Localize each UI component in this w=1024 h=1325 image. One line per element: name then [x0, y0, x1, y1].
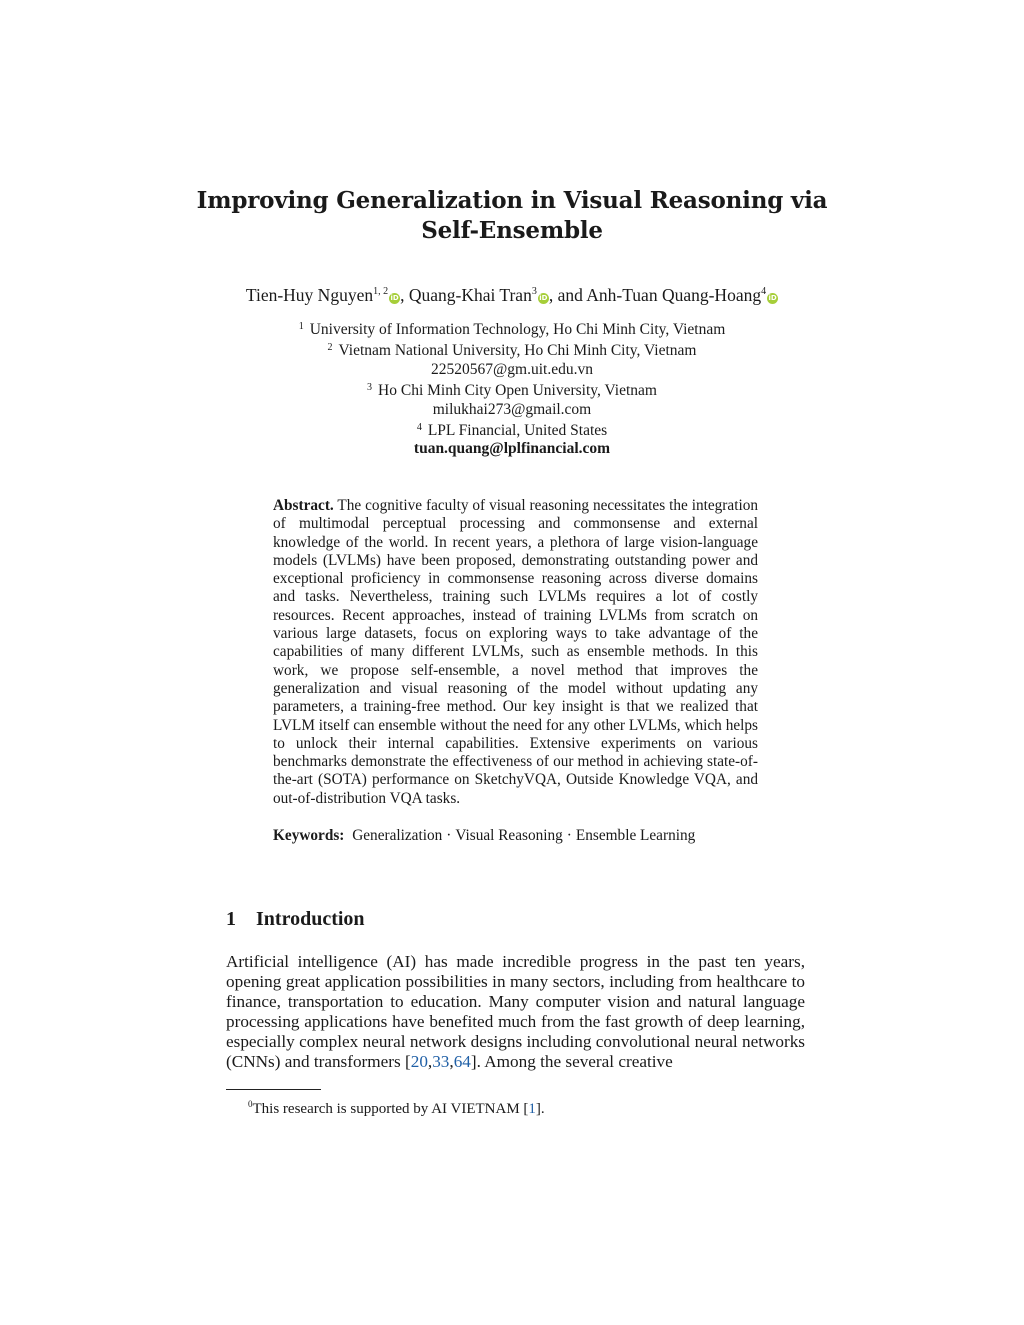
author-name: Quang-Khai Tran — [408, 285, 532, 305]
section-heading — [226, 908, 365, 931]
orcid-icon[interactable]: iD — [390, 294, 399, 302]
keywords — [273, 827, 758, 845]
footnote-text: This research is supported by AI VIETNAM [ — [252, 1101, 529, 1117]
author-affil-sup: 4 — [761, 286, 767, 297]
title-line-1: Improving Generalization in Visual Reasoning via — [196, 187, 828, 214]
affiliation-list — [150, 318, 874, 459]
citation-link[interactable]: 64 — [453, 1052, 471, 1071]
citation-link[interactable]: 33 — [432, 1052, 450, 1071]
author-name: Anh-Tuan Quang-Hoang — [586, 285, 762, 305]
abstract — [273, 497, 758, 808]
orcid-icon[interactable]: iD — [768, 294, 777, 302]
footnote-rule — [226, 1089, 321, 1090]
section-title: Introduction — [256, 908, 365, 930]
citation-link[interactable]: 1 — [528, 1101, 536, 1117]
affiliation-text: University of Information Technology, Ho Chi Minh City, Vietnam — [309, 321, 726, 338]
affiliation-text: Vietnam National University, Ho Chi Minh City, Vietnam — [338, 342, 697, 360]
affiliation — [150, 318, 874, 339]
section-number: 1 — [226, 908, 236, 930]
affiliation-number: 2 — [327, 342, 333, 354]
affiliation — [150, 419, 874, 440]
affiliation-number: 1 — [298, 321, 304, 332]
intro-text: ]. Among the several creative — [470, 1052, 673, 1071]
author-affil-sup: 3 — [531, 286, 537, 297]
author-email[interactable]: tuan.quang@lplfinancial.com — [413, 440, 611, 458]
author-affil-sup: 1, 2 — [373, 286, 389, 297]
intro-paragraph: Artificial intelligence (AI) has made incredible progress in the past ten years, opening great application possibilities in many sectors, including from healthcare to finance, transportation to education. Many computer vision and natural language processing applications have benefited much from the fast growth of deep learning, especially complex neural network designs including convolutional neural networks (CNNs) and transformers [20,33,64]. Among the several creative — [226, 952, 805, 1071]
keyword-separator: · — [446, 827, 452, 844]
author-email[interactable]: milukhai273@gmail.com — [432, 400, 592, 418]
affiliation-number: 4 — [416, 422, 422, 434]
abstract-label: Abstract. — [273, 497, 334, 514]
footnote-marker: 0 — [248, 1099, 253, 1109]
keyword: Visual Reasoning — [455, 827, 563, 844]
citation-link[interactable]: 20 — [410, 1052, 428, 1071]
author-separator: , and — [548, 285, 587, 305]
author-email[interactable]: 22520567@gm.uit.edu.vn — [431, 360, 593, 378]
author-name: Tien-Huy Nguyen — [245, 285, 374, 305]
orcid-icon[interactable]: iD — [539, 294, 548, 302]
footnote — [248, 1095, 545, 1118]
keywords-label: Keywords: — [273, 827, 345, 844]
abstract-text: The cognitive faculty of visual reasoning necessitates the integration of multimodal perceptual processing and commonsense and external knowledge of the world. In recent years, a plethora of large vision-language models (LVLMs) have been proposed, demonstrating outstanding power and exceptional proficiency in commonsense reasoning across diverse domains and tasks. Nevertheless, training such LVLMs requires a lot of costly resources. Recent approaches, instead of training LVLMs from scratch on various large datasets, focus on exploring ways to take advantage of the capabilities of many different LVLMs, such as ensemble methods. In this work, we propose self-ensemble, a novel method that improves the generalization and visual reasoning of the model without updating any parameters, a training-free method. Our key insight is that we realized that LVLM itself can ensemble without the need for any other LVLMs, which helps to unlock their internal capabilities. Extensive experiments on various benchmarks demonstrate the effectiveness of our method in achieving state-of-the-art (SOTA) performance on SketchyVQA, Outside Knowledge VQA, and out-of-distribution VQA tasks. — [273, 497, 758, 807]
keyword-separator: · — [566, 827, 572, 844]
affiliation-text: Ho Chi Minh City Open University, Vietnam — [378, 382, 657, 400]
footnote-text: ]. — [535, 1101, 545, 1117]
keyword: Generalization — [352, 827, 443, 844]
intro-text: Artificial intelligence (AI) has made incredible progress in the past ten years, opening great application possibilities in many sectors, including from healthcare to finance, transportation to education. Many computer vision and natural language processing applications have benefited much from the fast growth of deep learning, especially complex neural network designs including convolutional neural networks (CNNs) and transformers [ — [226, 952, 805, 1071]
affiliation-number: 3 — [367, 382, 373, 394]
affiliation — [150, 379, 874, 400]
keyword: Ensemble Learning — [575, 827, 696, 844]
affiliation-text: LPL Financial, United States — [427, 422, 608, 440]
affiliation — [150, 339, 874, 360]
author-separator: , — [400, 285, 409, 305]
paper-title — [180, 186, 844, 246]
author-list — [150, 281, 874, 306]
title-line-2: Self-Ensemble — [421, 217, 603, 244]
